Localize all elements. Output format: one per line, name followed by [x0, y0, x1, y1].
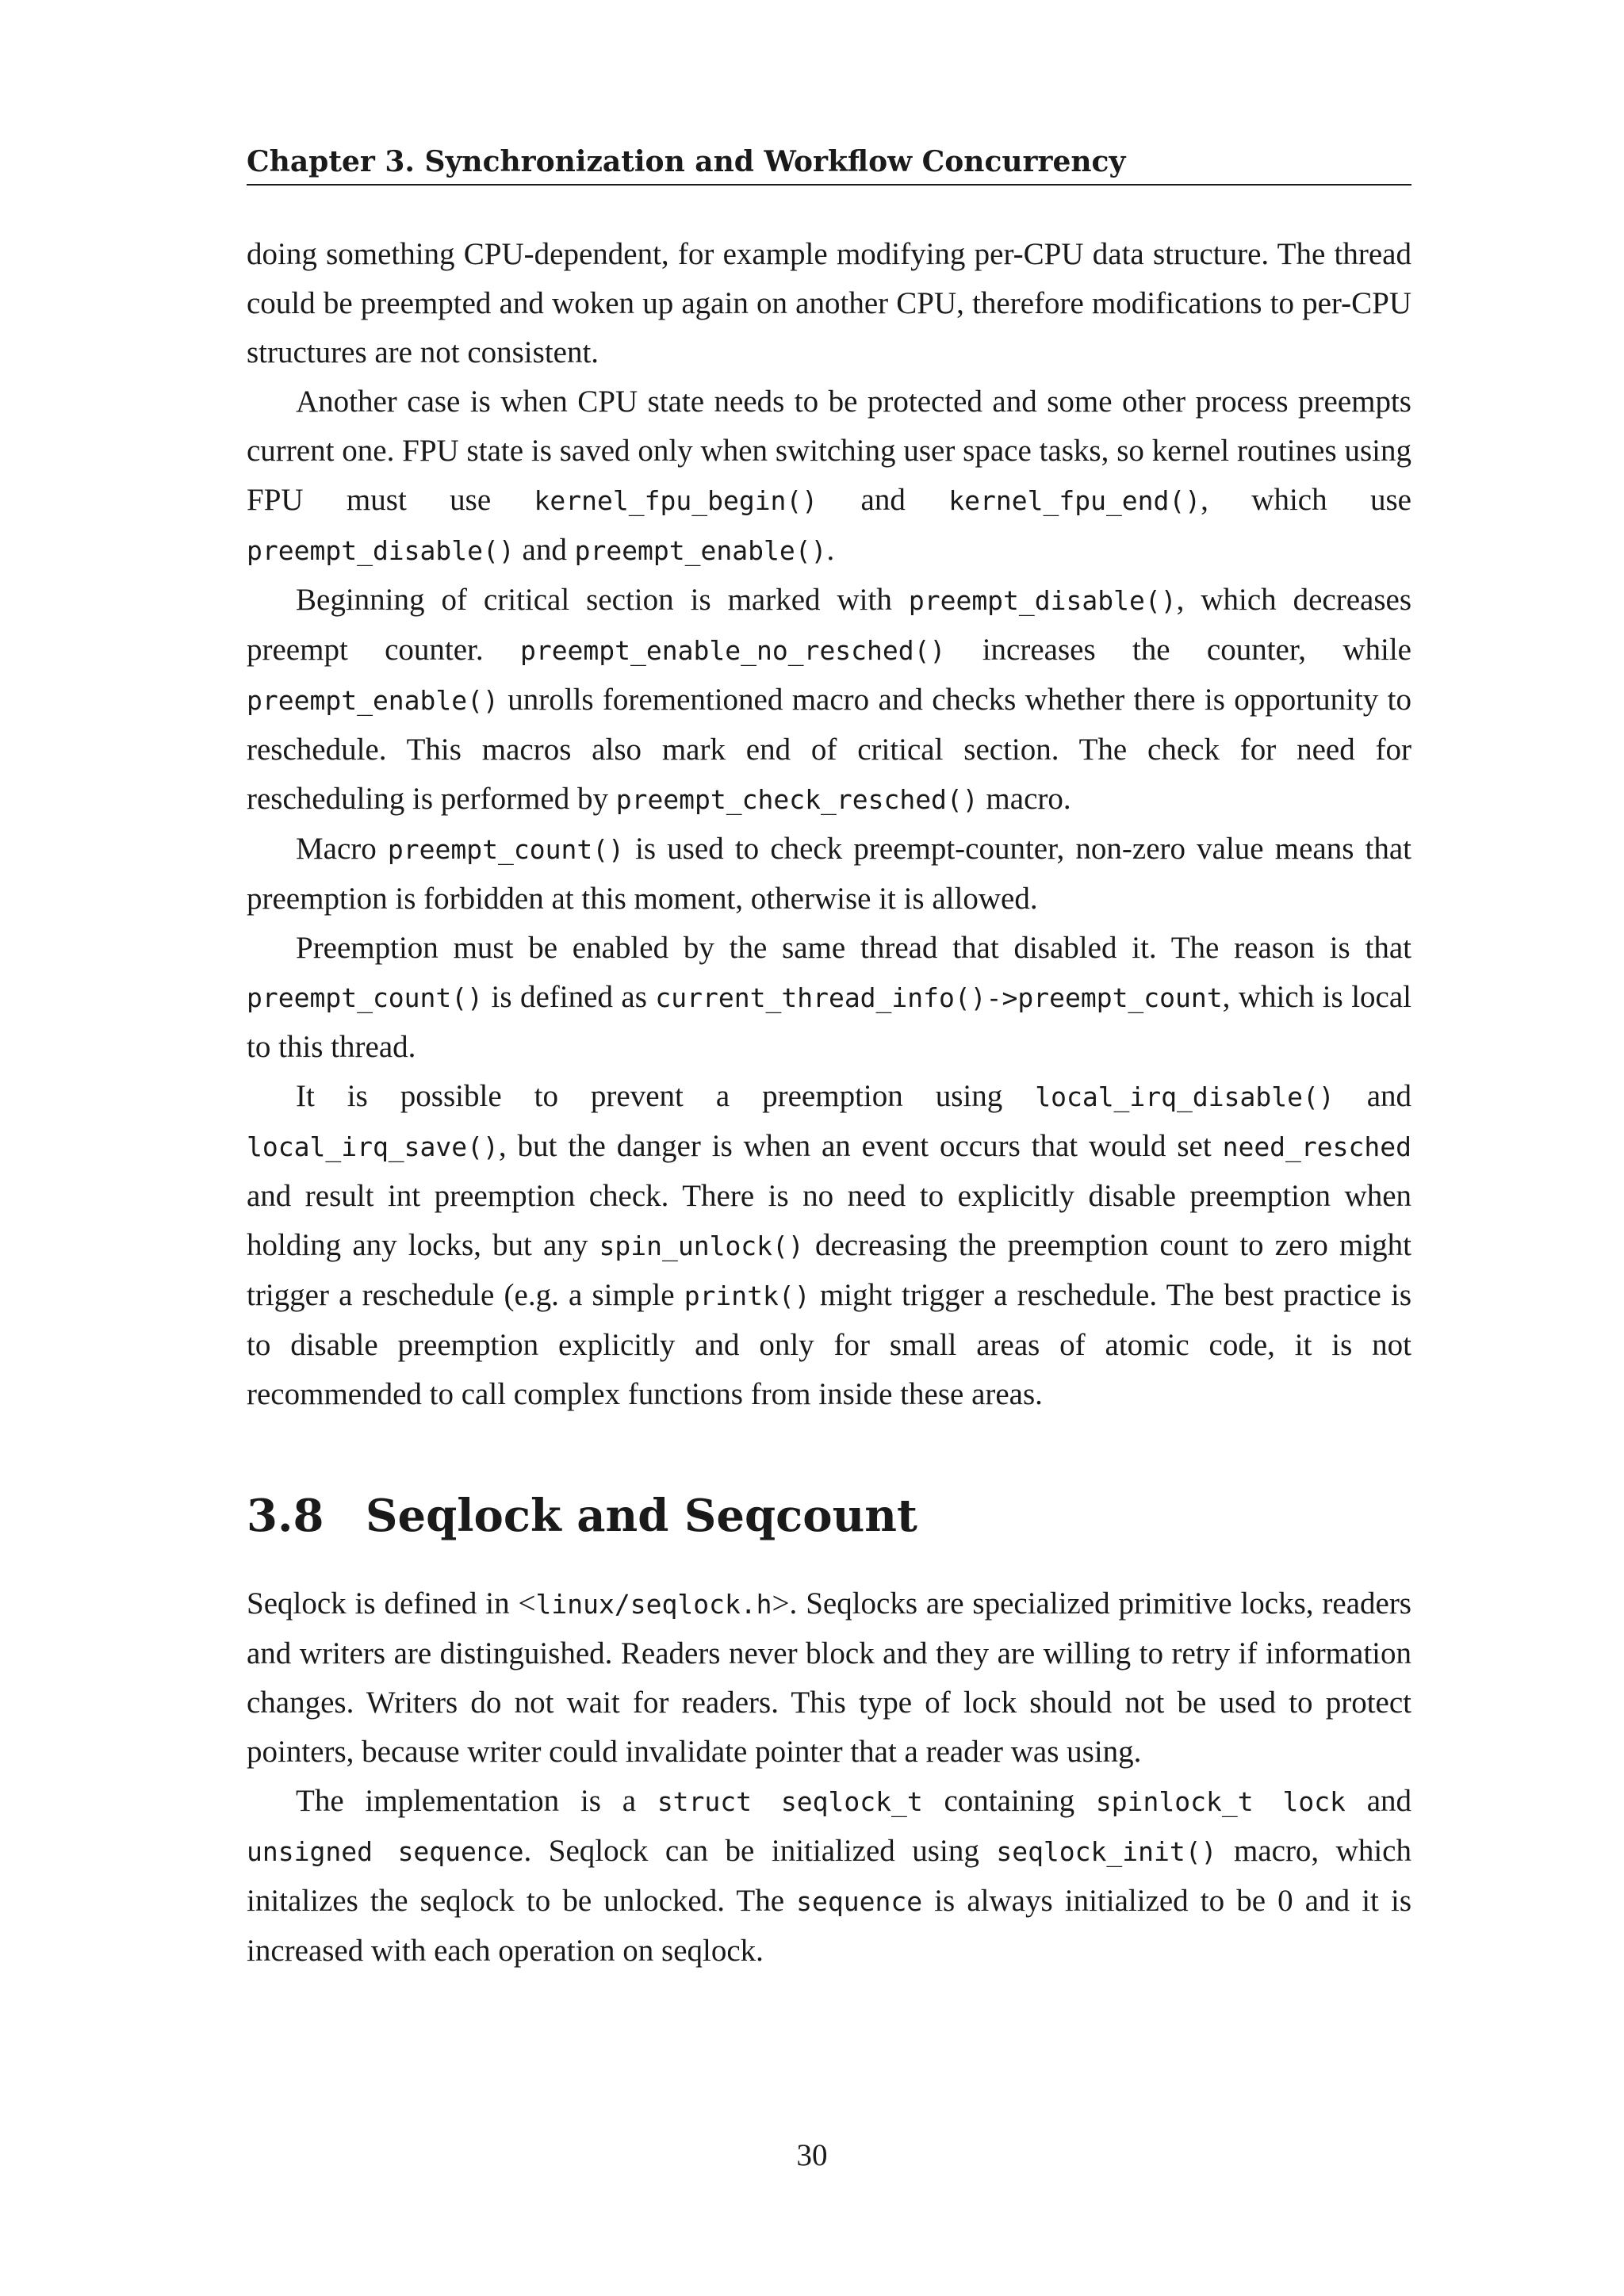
text-run: Another case is when CPU state needs to be protected and some other process preempts current one. FPU state is saved only when switching user space tasks, so kernel routines using FPU must use	[247, 385, 1411, 517]
inline-code: local_irq_disable()	[1035, 1081, 1335, 1112]
inline-code: kernel_fpu_begin()	[534, 485, 818, 516]
text-run: doing something CPU-dependent, for example modifying per-CPU data structure. The thread could be preempted and woken up again on another CPU, therefore modifications to per-CPU structures are not consistent.	[247, 237, 1411, 369]
page-body	[247, 230, 1411, 1976]
text-run: unrolls forementioned macro and checks whether there is opportunity to reschedule. This macros also mark end of critical section. The check for need for rescheduling is performed by	[247, 683, 1411, 816]
text-run: decreasing the preemption count to zero might trigger a reschedule (e.g. a simple	[247, 1228, 1411, 1312]
text-run: . Seqlock can be initialized using	[523, 1834, 997, 1868]
inline-code: printk()	[684, 1280, 810, 1311]
text-run: Beginning of critical section is marked with	[296, 583, 909, 617]
inline-code: preempt_disable()	[908, 585, 1177, 616]
text-run: .	[826, 533, 835, 567]
text-run: is defined as	[483, 980, 656, 1014]
inline-code: linux/seqlock.h	[535, 1589, 772, 1620]
text-run: and	[1334, 1079, 1412, 1113]
inline-code: need_resched	[1222, 1131, 1411, 1162]
text-run: and	[1345, 1784, 1412, 1818]
paragraph	[247, 1579, 1411, 1777]
inline-code: preempt_enable()	[247, 685, 499, 716]
text-run: is used to check preempt-counter, non-zero value means that preemption is forbidden at this moment, otherwise it is allowed.	[247, 832, 1411, 916]
text-run: Macro	[296, 832, 388, 866]
running-header: Chapter 3. Synchronization and Workflow Concurrency	[247, 143, 1411, 186]
inline-code: spin_unlock()	[599, 1230, 804, 1261]
paragraph	[247, 1072, 1411, 1419]
text-run: >. Seqlocks are specialized primitive locks, readers and writers are distinguished. Readers never block and they are willing to retry if information changes. Writers do not wait for readers. This type of lock should not be used to protect pointers, because writer could invalidate pointer that a reader was using.	[247, 1586, 1411, 1769]
paragraph	[247, 825, 1411, 924]
text-run: and	[818, 483, 949, 517]
section-number: 3.8	[247, 1490, 324, 1542]
text-run: is always initialized to be 0 and it is increased with each operation on seqlock.	[247, 1884, 1411, 1968]
text-run: , which is local to this thread.	[247, 980, 1411, 1064]
text-run: might trigger a reschedule. The best practice is to disable preemption explicitly and only for small areas of atomic code, it is not recommended to call complex functions from inside these areas.	[247, 1278, 1411, 1411]
inline-code: preempt_enable_no_resched()	[519, 635, 946, 666]
text-run: and	[514, 533, 575, 567]
paragraph	[247, 1777, 1411, 1976]
inline-code: preempt_check_resched()	[615, 784, 979, 815]
text-run: , but the danger is when an event occurs that would set	[498, 1129, 1223, 1163]
inline-code: preempt_disable()	[247, 535, 515, 566]
paragraph	[247, 924, 1411, 1072]
inline-code: struct seqlock_t	[657, 1786, 923, 1817]
section-heading	[247, 1487, 1411, 1544]
inline-code: current_thread_info()->preempt_count	[655, 982, 1223, 1013]
text-run: Preemption must be enabled by the same thread that disabled it. The reason is that	[296, 931, 1411, 965]
inline-code: preempt_count()	[247, 982, 484, 1013]
text-run: macro.	[978, 782, 1071, 816]
text-run: It is possible to prevent a preemption using	[296, 1079, 1036, 1113]
page-number: 30	[796, 2138, 828, 2172]
text-run: containing	[922, 1784, 1096, 1818]
inline-code: preempt_count()	[387, 834, 624, 865]
inline-code: seqlock_init()	[996, 1836, 1217, 1867]
text-run: , which decreases preempt counter.	[247, 583, 1412, 667]
paragraph	[247, 377, 1411, 576]
inline-code: spinlock_t lock	[1095, 1786, 1346, 1817]
inline-code: local_irq_save()	[247, 1131, 499, 1162]
text-run: Seqlock is defined in <	[247, 1586, 536, 1621]
text-run: , which use	[1201, 483, 1411, 517]
paragraph	[247, 230, 1411, 377]
text-run: increases the counter, while	[945, 633, 1411, 667]
inline-code: preempt_enable()	[574, 535, 827, 566]
paragraph	[247, 576, 1411, 825]
inline-code: sequence	[796, 1886, 923, 1917]
inline-code: kernel_fpu_end()	[948, 485, 1201, 516]
section-title: Seqlock and Seqcount	[366, 1490, 917, 1542]
inline-code: unsigned sequence	[247, 1836, 524, 1867]
text-run: macro, which initalizes the seqlock to be unlocked. The	[247, 1834, 1411, 1918]
text-run: The implementation is a	[296, 1784, 657, 1818]
text-run: and result int preemption check. There is no need to explicitly disable preemption when holding any locks, but any	[247, 1179, 1411, 1262]
